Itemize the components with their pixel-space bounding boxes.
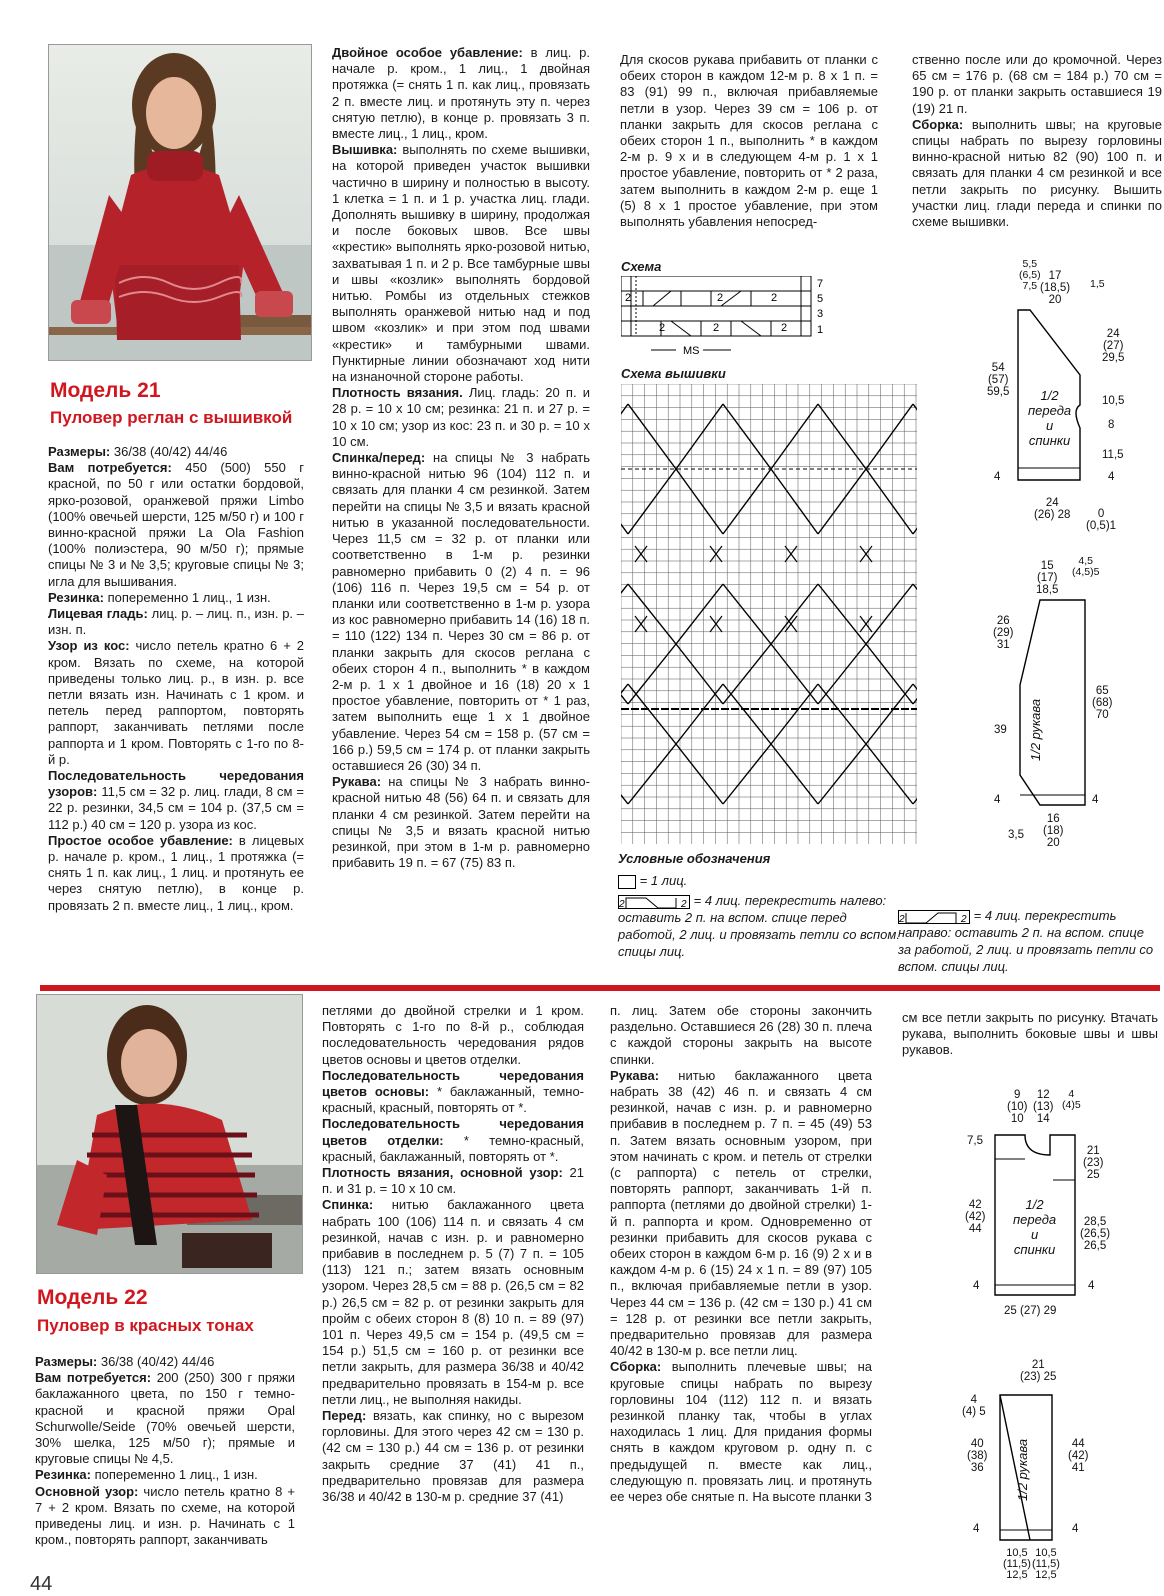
dim: 25 (27) 29 — [1004, 1305, 1057, 1317]
dim: 21 (23) 25 — [1083, 1145, 1104, 1181]
paragraph: Основной узор: число петель кратно 8 + 7 + 2 кром. Вязать по схеме, на которой приведены лиц. и изн. р. Начинать с 1 кром., повторять раппорт, заканчивать — [35, 1483, 295, 1548]
dim: 24 (26) 28 — [1034, 497, 1071, 521]
grid-line — [818, 684, 866, 744]
model22-title: Модель 22 — [37, 1286, 148, 1309]
grid-line — [913, 469, 917, 534]
dim: 24 (27) 29,5 — [1102, 328, 1125, 364]
paragraph: Рукава: на спицы № 3 набрать винно-красной нитью 48 (56) 64 п. и связать для планки 4 см резинкой. Затем перейти на спицы № 3,5 и вязать красной нитью резинкой, при этом в 1-м р. равномерно прибавить 19 п. = 67 (75) 83 п. — [332, 774, 590, 871]
dim: 44 (42) 41 — [1068, 1438, 1089, 1474]
dim: 15 (17) 18,5 — [1036, 560, 1059, 596]
section-divider — [40, 985, 1160, 991]
svg-text:2: 2 — [771, 292, 778, 304]
grid-line — [818, 644, 866, 704]
paragraph: Вам потребуется: 200 (250) 300 г пряжи баклажанного цвета, по 150 г темно-красной и красной пряжи Opal Schurwolle/Seide (70% овечьей шерсти, 30% шелка, 125 м/50 г); прямые и круговые спицы № 4,5. — [35, 1370, 295, 1467]
dim: 4,5 (4,5)5 — [1072, 555, 1100, 578]
paragraph: Резинка: попеременно 1 лиц., 1 изн. — [35, 1467, 258, 1483]
grid-line — [621, 584, 628, 644]
model21-column-1 — [48, 444, 304, 914]
grid-line — [723, 744, 771, 804]
page-number: 44 — [30, 1573, 53, 1595]
grid-line — [866, 744, 913, 804]
paragraph: Двойное особое убавление: в лиц. р. начале р. кром., 1 лиц., 1 двойная протяжка (= снять 1 п. как лиц., провязать 2 п. вместе лиц. и протянуть эту п. через снятую петлю), в конце р. провязать 3 п. вместе лиц., 1 лиц., кром. — [332, 45, 590, 142]
paragraph: Простое особое убавление: в лицевых р. начале р. кром., 1 лиц., 1 протяжка (= снять 1 п. как лиц., 1 лиц. и протянуть ее через снятую петлю), в конце р. провязать 2 п. вместе лиц., 1 лиц., кром. — [48, 832, 304, 913]
svg-text:2: 2 — [681, 898, 687, 909]
grid-line — [628, 744, 676, 804]
paragraph: Перед: вязать, как спинку, но с вырезом горловины. Для этого через 42 см = 130 р. (42 см = 130 р.) 44 см = 136 р. от резинки закрыть средние 37 (41) 41 п., предварительно провязав для размера 36/38 и 40/42 в 130-м р. средние 37 (41) — [322, 1408, 584, 1505]
dim: 4 (4)5 — [1062, 1088, 1081, 1111]
dim: 28,5 (26,5) 26,5 — [1080, 1216, 1111, 1252]
paragraph: Вам потребуется: 450 (500) 550 г красной, по 50 г или остатки бордовой, ярко-розовой, оранжевой пряжи Limbo (100% овечьей шерсти, 125 м/50 г) и 100 г винно-красной пряжи La Ola Fashion (100% полиэстера, 90 м/50 г); прямые спицы № 3 и № 3,5; круговые спицы № 3; игла для вышивания. — [48, 460, 305, 589]
svg-text:2: 2 — [659, 322, 666, 334]
grid-line — [621, 469, 628, 534]
dim: 8 — [1108, 419, 1115, 431]
legend-title: Условные обозначения — [618, 851, 771, 866]
dim: 4 — [973, 1523, 980, 1535]
schema-label: Схема — [621, 259, 662, 274]
paragraph: ственно после или до кромочной. Через 65 см = 176 р. (68 см = 184 р.) 70 см = 190 р. от планки закрыть оставшиеся 19 (19) 21 п. — [912, 52, 1162, 116]
paragraph: петлями до двойной стрелки и 1 кром. Повторять с 1-го по 8-й р., соблюдая последовательность чередования рядов цветов основы и цветов отделки. — [322, 1003, 584, 1067]
grid-line — [913, 404, 917, 469]
model21-column-3 — [620, 52, 878, 230]
legend-item-3: 2 2 = 4 лиц. перекрестить направо: оставить 2 п. на вспом. спице за работой, 2 лиц. и провязать петли со вспом. спицы лиц. — [898, 908, 1154, 974]
paragraph: Сборка: выполнить швы; на круговые спицы набрать по вырезу горловины винно-красной нитью 82 (90) 100 п. и связать для планки 4 см резинкой и все петли закрыть по рисунку. Вышить участки лиц. глади переда и спинки по схеме вышивки. — [912, 116, 1162, 230]
grid-line — [913, 584, 917, 644]
grid-line — [866, 469, 913, 534]
grid-line — [723, 644, 771, 704]
grid-line — [723, 469, 771, 534]
grid-line — [913, 744, 917, 804]
dim: 0 (0,5)1 — [1086, 508, 1117, 532]
grid-line — [771, 404, 818, 469]
grid-line — [676, 469, 723, 534]
grid-line — [723, 404, 771, 469]
paragraph: Плотность вязания, основной узор: 21 п. и 31 р. = 10 х 10 см. — [322, 1165, 584, 1197]
svg-text:2: 2 — [899, 913, 905, 924]
grid-line — [771, 469, 818, 534]
schema-ms: MS — [683, 345, 700, 357]
knit-symbol — [618, 875, 636, 889]
grid-line — [628, 644, 676, 704]
dim: 10,5 (11,5) 12,5 — [1003, 1547, 1031, 1581]
dim: 4 — [1092, 794, 1099, 806]
paragraph: Последовательность чередования узоров: 11,5 см = 32 р. лиц. глади, 8 см = 22 р. резинки, 34,5 см = 104 р. (37,5 см = 112 р.) 40 см = 120 р. узора из кос. — [48, 768, 304, 832]
paragraph: Последовательность чередования цветов основы: * баклажанный, темно-красный, красный, повторять от *. — [322, 1067, 585, 1116]
paragraph: п. лиц. Затем обе стороны закончить раздельно. Оставшиеся 26 (28) 30 п. плеча с каждой стороны закрыть на высоте спинки. — [610, 1003, 872, 1067]
paragraph: Размеры: 36/38 (40/42) 44/46 — [35, 1354, 215, 1369]
dim: 11,5 — [1102, 449, 1124, 461]
model22-subtitle: Пуловер в красных тонах — [37, 1316, 254, 1335]
dim: 42 (42) 44 — [965, 1199, 986, 1235]
dim: 4 — [973, 1280, 980, 1292]
svg-text:2: 2 — [625, 292, 632, 304]
paragraph: Лицевая гладь: лиц. р. – лиц. п., изн. р. – изн. п. — [48, 606, 305, 638]
grid-line — [866, 404, 913, 469]
dim: 16 (18) 20 — [1043, 813, 1064, 849]
grid-line — [628, 584, 676, 644]
grid-line — [628, 404, 676, 469]
svg-text:2: 2 — [713, 322, 720, 334]
cross-left-symbol — [618, 895, 690, 909]
dim: 1,5 — [1090, 278, 1105, 290]
model21-column-4 — [912, 52, 1162, 230]
diagram-label: 1/2 рукава — [1015, 1438, 1030, 1502]
grid-line — [621, 644, 628, 704]
svg-text:2: 2 — [961, 913, 967, 924]
paragraph: Рукава: нитью баклажанного цвета набрать 38 (42) 46 п. и связать 4 см резинкой, начав с изн. р. и равномерно прибавив в последнем р. 7 п. = 45 (49) 53 п. Затем вязать основным узором, при этом начинать с кром. и петель от стрелки (с раппорта) с петель от стрелки, повторять раппорт, заканчивать 1-й п. раппорта (петлями до двойной стрелки) 1-й п. раппорта и кром. Одновременно от резинки прибавить для скосов рукава с обеих сторон в каждом 6-м р. 16 (9) 2 х и в каждом 4-м р. 6 (15) 24 х 1 п. = 89 (97) 105 п., включая прибавляемые петли в узор. Через 44 см = 136 р. (42 см = 130 р.) 41 см = 128 р. от резинки все петли закрыть, предварительно провязав для размера 40/42 в 130-м р. все петли лиц. — [610, 1067, 872, 1359]
grid-line — [818, 744, 866, 804]
dim: 10,5 — [1102, 395, 1125, 407]
dim: 9 (10) 10 — [1007, 1089, 1028, 1125]
paragraph: см все петли закрыть по рисунку. Втачать рукава, выполнить боковые швы и швы рукавов. — [902, 1010, 1158, 1058]
model22-column-3 — [610, 1003, 872, 1505]
paragraph: Последовательность чередования цветов отделки: * темно-красный, красный, баклажанный, повторять от *. — [322, 1116, 584, 1164]
dim: 26 (29) 31 — [993, 615, 1014, 651]
dim: 21 (23) 25 — [1020, 1359, 1057, 1383]
dim: 4 — [1108, 471, 1115, 483]
grid-line — [818, 404, 866, 469]
paragraph: Вышивка: выполнять по схеме вышивки, на которой приведен участок вышивки частично в ширину и полностью в высоту. 1 клетка = 1 п. и 1 р. участка лиц. глади. Дополнять вышивку в ширину, продолжая и после боковых швов. Все швы «крестик» выполнять ярко-розовой нитью, захватывая 1 п. и 2 р. Все тамбурные швы и швы «козлик» выполнять бордовой нитью. Ромбы из отдельных стежков выполнять оранжевой нитью над и под швом «козлик» и при этом под швами «крестик» и тамбурными швами. Пунктирные линии обозначают ход нити на изнаночной стороне работы. — [332, 142, 590, 385]
grid-line — [913, 644, 917, 704]
grid-line — [771, 584, 818, 644]
grid-line — [676, 644, 723, 704]
dim: 4 — [1088, 1280, 1095, 1292]
grid-line — [628, 684, 676, 744]
grid-line — [621, 404, 628, 469]
model22-column-2 — [322, 1003, 584, 1505]
grid-line — [866, 644, 913, 704]
diagram-label: 1/2 переда и спинки — [1013, 1197, 1057, 1257]
dim: 4 — [1072, 1523, 1079, 1535]
diagram-label: 1/2 рукава — [1028, 698, 1043, 762]
legend-item-2: 2 2 = 4 лиц. перекрестить налево: оставить 2 п. на вспом. спице перед работой, 2 лиц. и провязать петли со вспом. спицы лиц. — [618, 893, 900, 959]
dim: 65 (68) 70 — [1092, 685, 1113, 721]
model22-photo — [36, 994, 303, 1274]
model22-column-4 — [902, 1010, 1158, 1059]
dim: 17 (18,5) 20 — [1040, 270, 1071, 306]
dim: 12 (13) 14 — [1033, 1089, 1054, 1125]
grid-line — [621, 744, 628, 804]
dim: 39 — [994, 724, 1007, 736]
svg-text:2: 2 — [717, 292, 724, 304]
legend-item-1: = 1 лиц. — [618, 872, 898, 889]
cross-right-symbol — [898, 910, 970, 924]
grid-line — [818, 469, 866, 534]
paragraph: Размеры: 36/38 (40/42) 44/46 — [48, 444, 228, 459]
paragraph: Узор из кос: число петель кратно 6 + 2 кром. Вязать по схеме, на которой приведены только лиц. р., в изн. р. все петли вязать изн. Начинать с 1 кром. и петель перед раппортом, повторять раппорт, заканчивать петлями после раппорта и 1 кром. Повторять с 1-го по 8-й р. — [48, 638, 304, 767]
diagram-label: 1/2 переда и спинки — [1028, 388, 1072, 448]
svg-text:2: 2 — [781, 322, 788, 334]
model21-subtitle: Пуловер реглан с вышивкой — [50, 408, 293, 427]
dim: 10,5 (11,5) 12,5 — [1032, 1547, 1060, 1581]
cable-schema — [621, 276, 831, 360]
grid-line — [676, 584, 723, 644]
grid-line — [676, 744, 723, 804]
grid-line — [723, 584, 771, 644]
grid-line — [628, 469, 676, 534]
schema-row-label: 3 — [817, 308, 824, 320]
grid-line — [913, 684, 917, 744]
dim: 4 — [994, 794, 1001, 806]
dim: 4 — [994, 471, 1001, 483]
model21-photo — [48, 44, 312, 361]
dim: 7,5 — [967, 1135, 983, 1147]
paragraph: Резинка: попеременно 1 лиц., 1 изн. — [48, 589, 271, 605]
dim: 54 (57) 59,5 — [987, 362, 1010, 398]
paragraph: Для скосов рукава прибавить от планки с обеих сторон в каждом 12-м р. 8 х 1 п. = 83 (91) 99 п., включая прибавляемые петли в узор. Через 39 см = 106 р. от планки закрыть для скосов реглана с обеих сторон 1 п., выполнить * в каждом 2-м р. 9 х и в следующем 4-м р. 1 х 1 простое убавление, повторить от * 2 раза, затем выполнить в каждом 2-м р. еще 1 (5) 8 х 1 простое убавление, при этом выполнять убавления непосред- — [620, 52, 878, 230]
grid-line — [866, 584, 913, 644]
paragraph: Плотность вязания. Лиц. гладь: 20 п. и 28 р. = 10 х 10 см; резинка: 21 п. и 27 р. = 10 х 10 см; узор из кос: 23 п. и 30 р. = 10 х 10 см. — [332, 385, 590, 449]
paragraph: Спинка/перед: на спицы № 3 набрать винно-красной нитью 96 (104) 112 п. и связать для планки 4 см резинкой. Затем перейти на спицы № 3,5 и вязать красной нитью в указанной последовательности. Через 11,5 см = 32 р. от планки или соответственно в 1-м р. резинки равномерно прибавить 0 (2) 4 п. = 96 (106) 116 п. Через 19,5 см = 54 р. от планки или соответственно в 1-м р. узора из кос равномерно прибавить 14 (16) 18 п. = 110 (122) 134 п. Через 30 см = 86 р. от планки закрыть для скосов реглана с обеих сторон 4 п., выполнить * в каждом 2-м р. 1 х 1 двойное и 16 (18) 20 х 1 простое убавление, повторить от * 1 раз, затем выполнить еще 1 х 1 двойное убавление. Через 54 см = 158 р. (57 см = 166 р.) 59,5 см = 174 р. от планки закрыть оставшиеся 26 (30) 34 п. — [332, 450, 590, 773]
embroidery-grid — [621, 384, 917, 844]
dim: 4 (4) 5 — [962, 1394, 986, 1418]
grid-line — [771, 744, 818, 804]
schema-row-label: 7 — [817, 278, 824, 290]
grid-line — [723, 684, 771, 744]
dim: 5,5 (6,5) 7,5 — [1019, 258, 1041, 292]
dim: 40 (38) 36 — [967, 1438, 988, 1474]
grid-line — [818, 584, 866, 644]
paragraph: Сборка: выполнить плечевые швы; на круговые спицы набрать по вырезу горловины 104 (112) 112 п. и вязать резинкой планку так, чтобы в углах находилась 1 лиц. Для придания формы снять в каждом круговом р. одну п. с предыдущей п. вместе как лиц., следующую п. провязать лиц. и протянуть ее через обе снятые п. На высоте планки 3 — [610, 1359, 872, 1505]
grid-line — [676, 404, 723, 469]
schema-row-label: 5 — [817, 293, 824, 305]
schema-row-label: 1 — [817, 324, 824, 336]
dim: 3,5 — [1008, 829, 1024, 841]
grid-line — [621, 684, 628, 744]
svg-text:2: 2 — [619, 898, 625, 909]
grid-line — [866, 684, 913, 744]
model21-title: Модель 21 — [50, 379, 161, 402]
grid-line — [771, 644, 818, 704]
paragraph: Спинка: нитью баклажанного цвета набрать 100 (106) 114 п. и связать 4 см резинкой, начав с изн. р. и равномерно прибавив в последнем р. 5 (7) 7 п. = 105 (113) 121 п.; затем вязать основным узором. Через 28,5 см = 88 р. (26,5 см = 82 р.) 26,5 см = 82 р. от резинки закрыть для пройм с обеих сторон 8 (8) 10 п. = 89 (97) 101 п. Через 49,5 см = 154 р. (49,5 см = 154 р.) 51,5 см = 160 р. от резинки все петли закрыть, для размера 36/38 и 40/42 предварительно провязать в 154-м р. все петли лиц., не выполняя накиды. — [322, 1197, 584, 1407]
model21-column-2 — [332, 45, 590, 871]
embroidery-label: Схема вышивки — [621, 366, 726, 381]
grid-line — [676, 684, 723, 744]
grid-line — [771, 684, 818, 744]
model22-column-1 — [35, 1354, 295, 1548]
